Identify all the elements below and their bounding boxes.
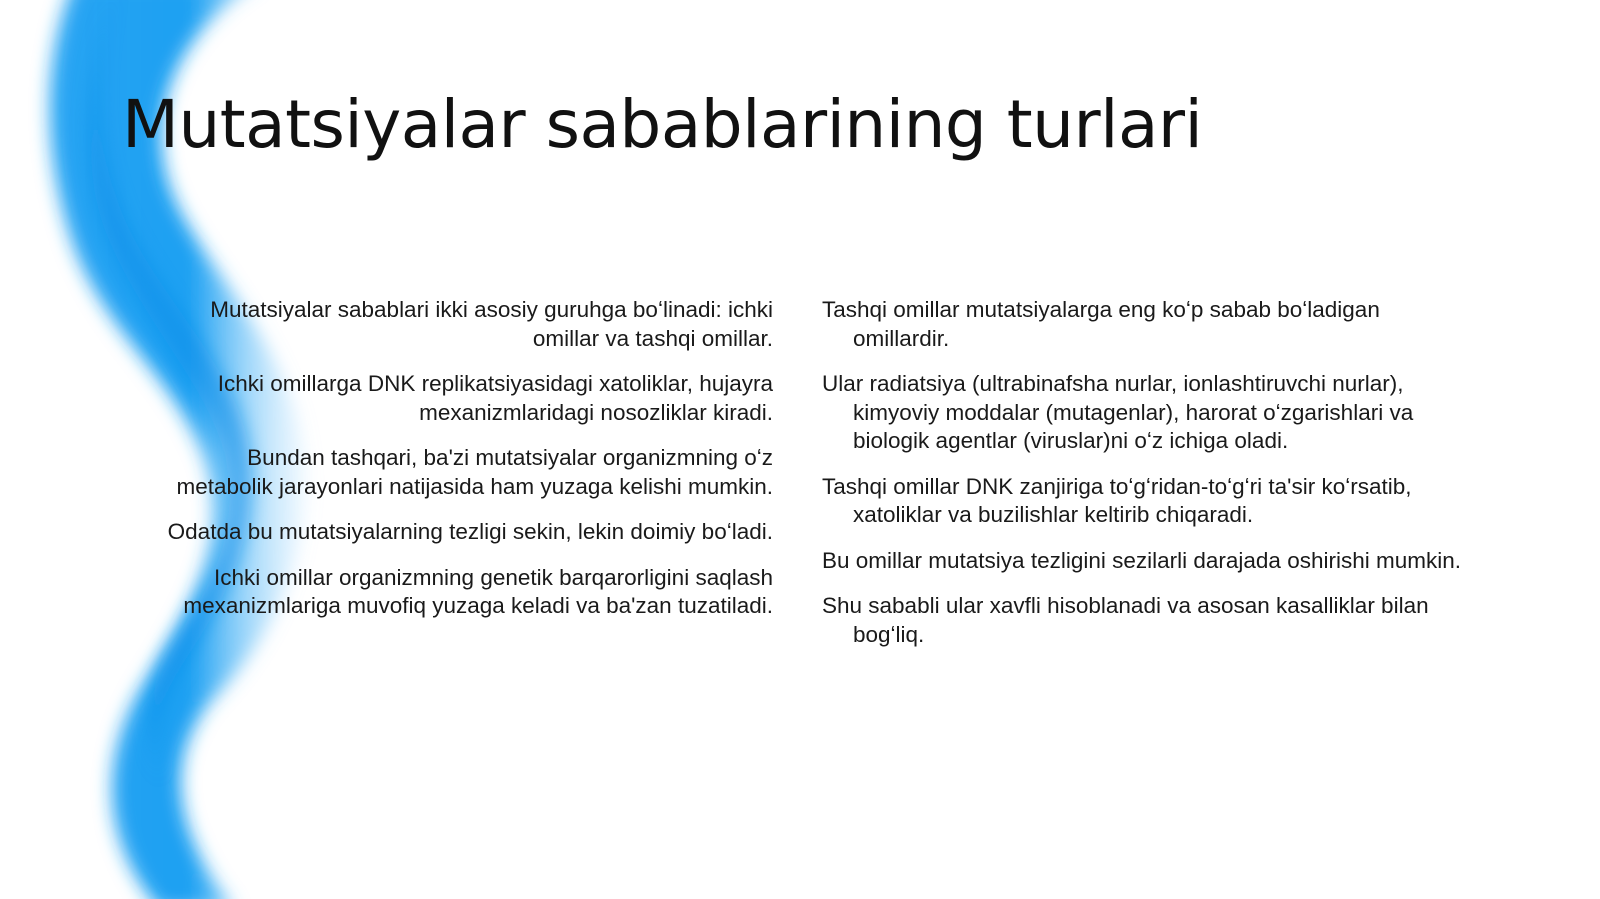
list-item: Tashqi omillar DNK zanjiriga toʻgʻridan-toʻgʻri ta'sir koʻrsatib, xatoliklar va buzilishlar keltirib chiqaradi. [822,473,1412,527]
list-item: Ular radiatsiya (ultrabinafsha nurlar, ionlashtiruvchi nurlar), kimyoviy moddalar (mutagenlar), harorat oʻzgarishlari va biologik agentlar (viruslar)ni oʻz ichiga oladi. [822,371,1414,453]
list-item: Bu omillar mutatsiya tezligini sezilarli darajada oshirishi mumkin. [822,547,1461,573]
list-item: Ichki omillar organizmning genetik barqarorligini saqlash mexanizmlariga muvofiq yuzaga keladi va ba'zan tuzatiladi. [183,564,773,618]
list-item: Tashqi omillar mutatsiyalarga eng koʻp sabab boʻladigan omillardir. [822,297,1380,351]
external-factors-list [822,296,1477,666]
list-item: Shu sababli ular xavfli hisoblanadi va asosan kasalliklar bilan bogʻliq. [822,593,1429,647]
slide-title: Mutatsiyalar sabablarining turlari [122,86,1203,163]
list-item: Ichki omillarga DNK replikatsiyasidagi xatoliklar, hujayra mexanizmlaridagi nosozliklar kiradi. [217,371,773,425]
internal-factors-list [150,296,773,638]
list-item: Odatda bu mutatsiyalarning tezligi sekin, lekin doimiy boʻladi. [167,519,773,544]
list-item: Bundan tashqari, ba'zi mutatsiyalar organizmning oʻz metabolik jarayonlari natijasida ham yuzaga kelishi mumkin. [176,445,773,499]
list-item: Mutatsiyalar sabablari ikki asosiy guruhga boʻlinadi: ichki omillar va tashqi omillar. [210,297,773,351]
